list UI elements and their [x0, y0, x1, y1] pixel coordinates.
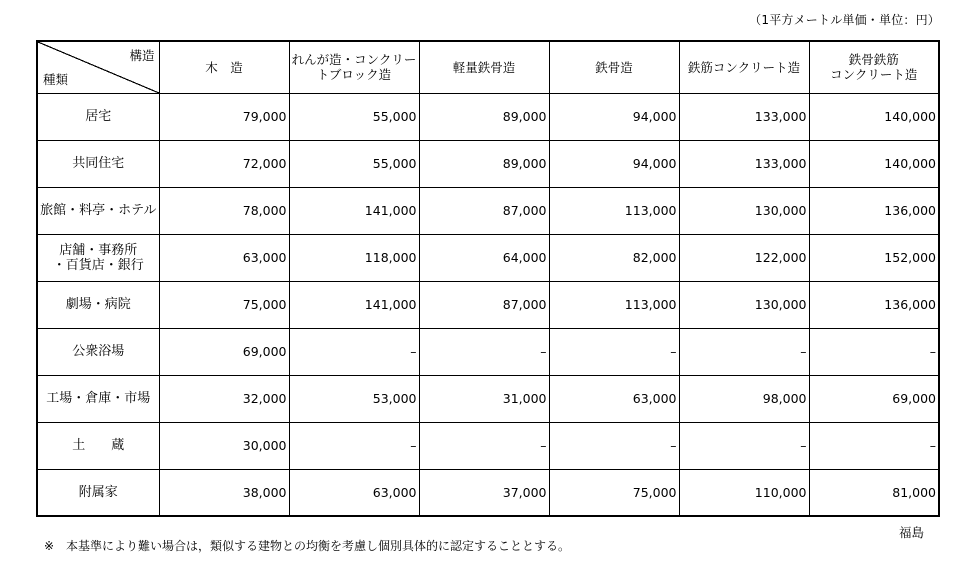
table-cell: 94,000	[549, 93, 679, 140]
table-row	[37, 93, 939, 140]
table-row	[37, 140, 939, 187]
table-cell: 63,000	[159, 234, 289, 281]
table-cell: 64,000	[419, 234, 549, 281]
table-cell: 55,000	[289, 93, 419, 140]
column-header-light-steel: 軽量鉄骨造	[419, 41, 549, 93]
table-cell: 141,000	[289, 187, 419, 234]
row-header: 旅館・料亭・ホテル	[37, 187, 159, 234]
column-header-steel-reinforced-concrete: 鉄骨鉄筋 コンクリート造	[809, 41, 939, 93]
table-cell: 141,000	[289, 281, 419, 328]
table-cell: 133,000	[679, 93, 809, 140]
table-cell: 69,000	[159, 328, 289, 375]
column-header-wood: 木 造	[159, 41, 289, 93]
table-cell: 75,000	[549, 469, 679, 516]
type-label: 種類	[43, 71, 69, 87]
corner-header-cell	[37, 41, 159, 93]
table-cell: 82,000	[549, 234, 679, 281]
table-cell: 113,000	[549, 281, 679, 328]
table-cell: 37,000	[419, 469, 549, 516]
row-header: 劇場・病院	[37, 281, 159, 328]
table-row	[37, 234, 939, 281]
table-cell: 81,000	[809, 469, 939, 516]
prefecture-label: 福島	[898, 525, 924, 540]
table-cell: 133,000	[679, 140, 809, 187]
row-header: 工場・倉庫・市場	[37, 375, 159, 422]
table-cell: 32,000	[159, 375, 289, 422]
table-cell: 55,000	[289, 140, 419, 187]
table-cell: 130,000	[679, 281, 809, 328]
table-cell: –	[679, 328, 809, 375]
table-cell: 87,000	[419, 187, 549, 234]
table-row	[37, 469, 939, 516]
column-header-reinforced-concrete: 鉄筋コンクリート造	[679, 41, 809, 93]
table-cell: –	[679, 422, 809, 469]
table-cell: 122,000	[679, 234, 809, 281]
table-cell: 89,000	[419, 93, 549, 140]
table-cell: 152,000	[809, 234, 939, 281]
row-header: 居宅	[37, 93, 159, 140]
row-header: 店舗・事務所 ・百貨店・銀行	[37, 234, 159, 281]
table-row	[37, 187, 939, 234]
column-header-brick-concrete-block: れんが造・コンクリー トブロック造	[289, 41, 419, 93]
table-cell: 136,000	[809, 187, 939, 234]
table-cell: 89,000	[419, 140, 549, 187]
table-cell: 87,000	[419, 281, 549, 328]
unit-note: （1平方メートル単価・単位：円）	[749, 13, 940, 27]
table-cell: 140,000	[809, 140, 939, 187]
row-header: 公衆浴場	[37, 328, 159, 375]
unit-price-table	[36, 40, 940, 517]
table-row	[37, 375, 939, 422]
table-cell: –	[419, 328, 549, 375]
table-cell: 130,000	[679, 187, 809, 234]
table-row	[37, 281, 939, 328]
table-cell: –	[289, 328, 419, 375]
table-cell: 136,000	[809, 281, 939, 328]
table-cell: 63,000	[549, 375, 679, 422]
table-cell: 30,000	[159, 422, 289, 469]
table-cell: –	[289, 422, 419, 469]
table-cell: 140,000	[809, 93, 939, 140]
table-cell: 38,000	[159, 469, 289, 516]
header-row	[37, 41, 939, 93]
table-cell: 31,000	[419, 375, 549, 422]
row-header: 附属家	[37, 469, 159, 516]
table-cell: –	[419, 422, 549, 469]
table-cell: –	[809, 328, 939, 375]
table-cell: 63,000	[289, 469, 419, 516]
row-header: 土 蔵	[37, 422, 159, 469]
table-cell: –	[549, 328, 679, 375]
table-row	[37, 422, 939, 469]
table-cell: 78,000	[159, 187, 289, 234]
table-cell: 69,000	[809, 375, 939, 422]
table-row	[37, 328, 939, 375]
table-cell: 118,000	[289, 234, 419, 281]
row-header: 共同住宅	[37, 140, 159, 187]
table-cell: 110,000	[679, 469, 809, 516]
table-cell: 98,000	[679, 375, 809, 422]
table-cell: –	[549, 422, 679, 469]
column-header-steel: 鉄骨造	[549, 41, 679, 93]
table-cell: 72,000	[159, 140, 289, 187]
table-cell: 75,000	[159, 281, 289, 328]
table-cell: 53,000	[289, 375, 419, 422]
table-cell: 113,000	[549, 187, 679, 234]
table-cell: 94,000	[549, 140, 679, 187]
table-cell: 79,000	[159, 93, 289, 140]
footnote: ※ 本基準により難い場合は，類似する建物との均衡を考慮し個別具体的に認定することとする。	[44, 539, 571, 553]
table-cell: –	[809, 422, 939, 469]
structure-label: 構造	[129, 48, 155, 63]
